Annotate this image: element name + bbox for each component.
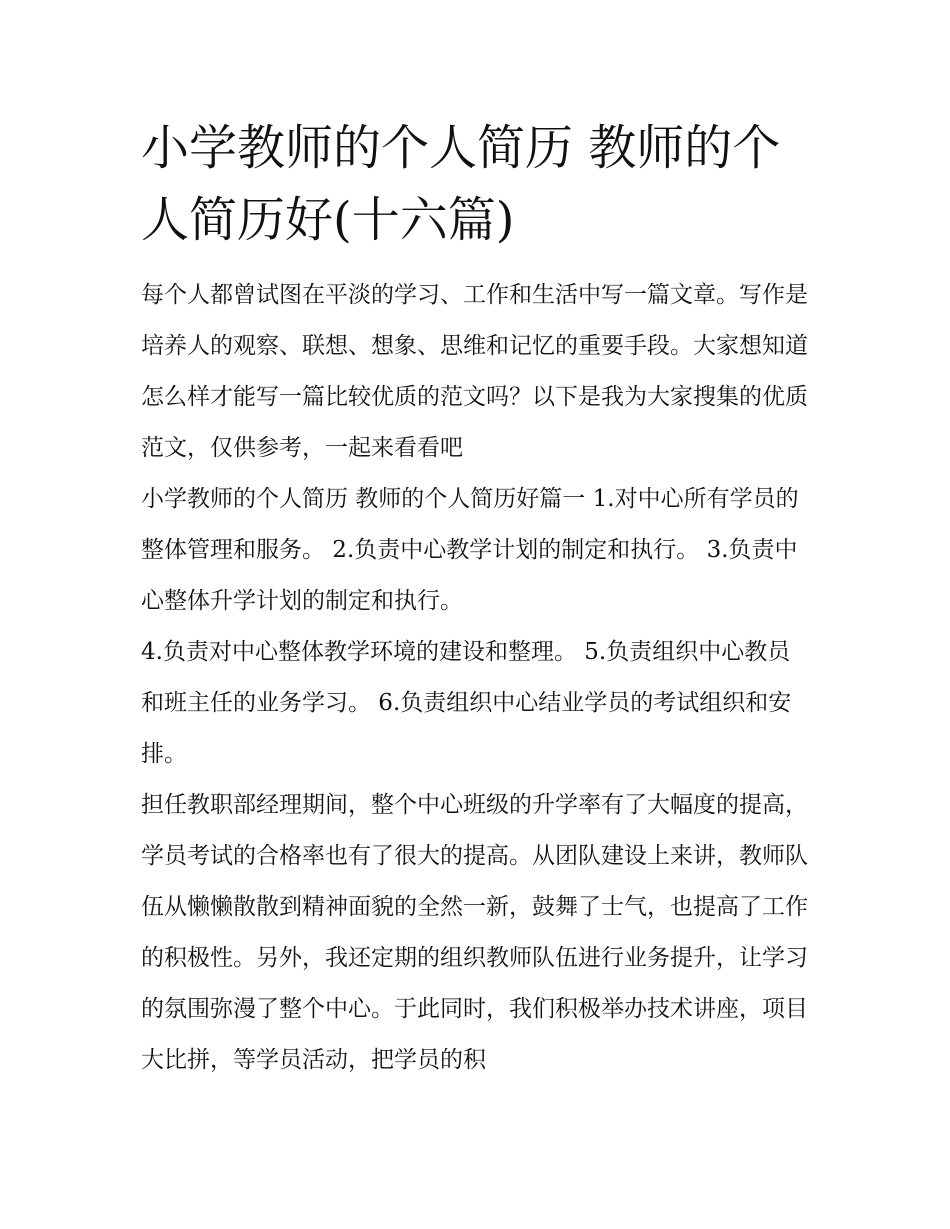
paragraph-achievements: 担任教职部经理期间，整个中心班级的升学率有了大幅度的提高，学员考试的合格率也有了很大的提高。从团队建设上来讲，教师队伍从懒懒散散到精神面貌的全然一新，鼓舞了士气，也提高了工作的积极性。另外，我还定期的组织教师队伍进行业务提升，让学习的氛围弥漫了整个中心。于此同时，我们积极举办技术讲座，项目大比拼，等学员活动，把学员的积 <box>141 792 808 1073</box>
paragraph-duties-2: 4.负责对中心整体教学环境的建设和整理。 5.负责组织中心教员和班主任的业务学习。 6.负责组织中心结业学员的考试组织和安排。 <box>141 639 792 767</box>
document-body <box>141 270 813 1086</box>
document-page <box>141 112 813 1086</box>
paragraph-intro: 每个人都曾试图在平淡的学习、工作和生活中写一篇文章。写作是培养人的观察、联想、想象、思维和记忆的重要手段。大家想知道怎么样才能写一篇比较优质的范文吗？以下是我为大家搜集的优质范文，仅供参考，一起来看看吧 <box>141 282 808 461</box>
document-title: 小学教师的个人简历 教师的个人简历好(十六篇) <box>141 120 781 248</box>
paragraph-duties-1: 小学教师的个人简历 教师的个人简历好篇一 1.对中心所有学员的整体管理和服务。 2.负责中心教学计划的制定和执行。 3.负责中心整体升学计划的制定和执行。 <box>141 486 799 614</box>
